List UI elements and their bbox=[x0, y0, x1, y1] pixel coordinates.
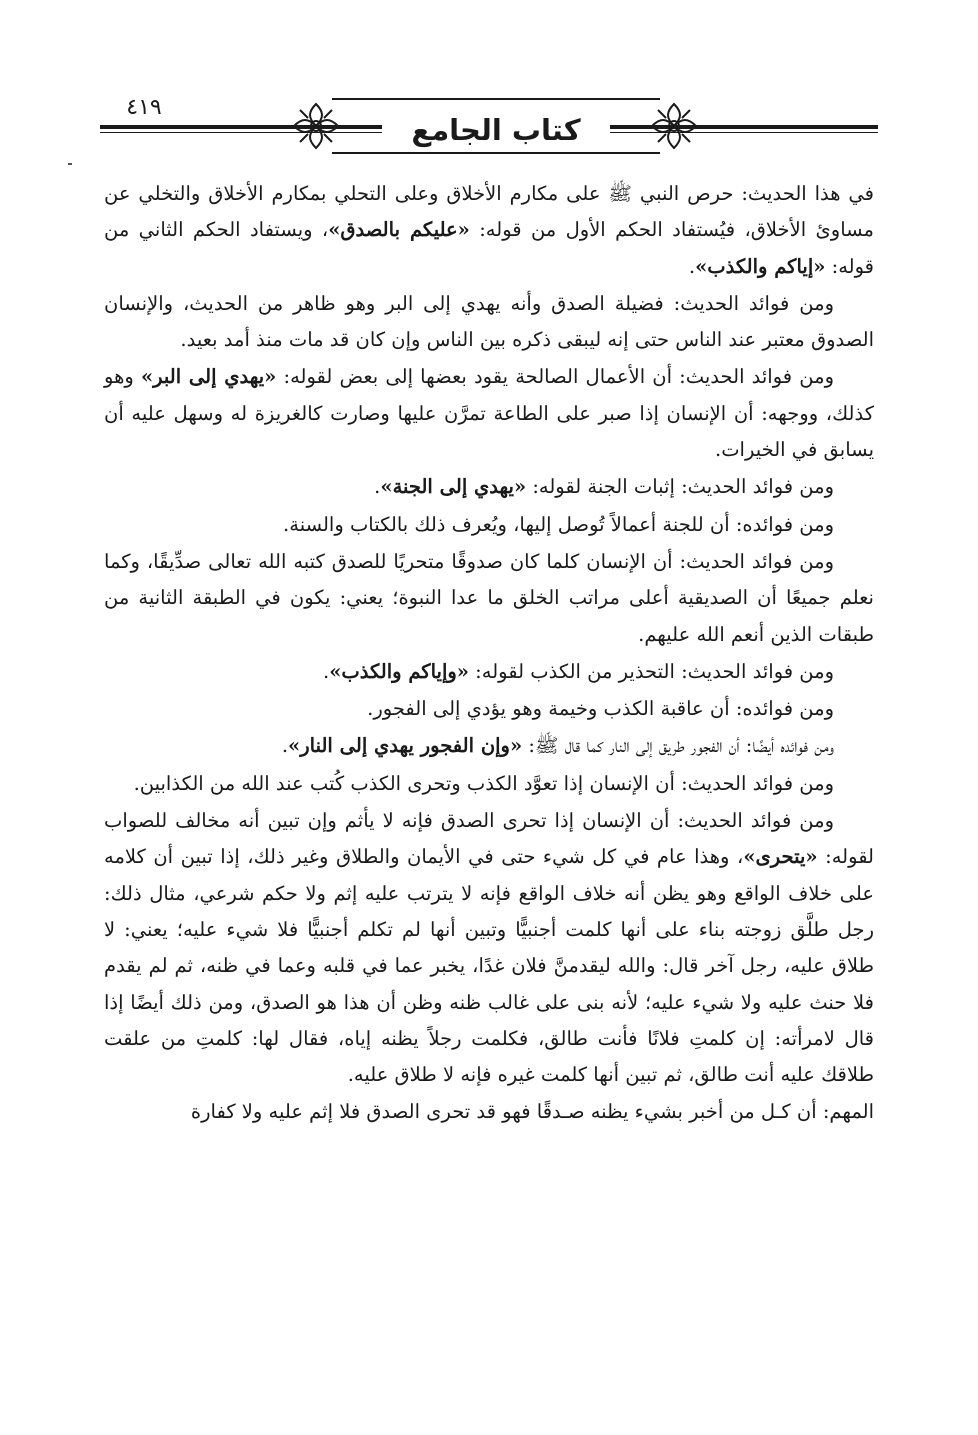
body-text bbox=[104, 176, 874, 1131]
hadith-quote: «يتحرى» bbox=[743, 845, 818, 869]
paragraph bbox=[104, 176, 874, 285]
page-number: ٤١٩ bbox=[126, 95, 162, 120]
text-run: في هذا الحديث: حرص النبي ﷺ على مكارم الأخلاق وعلى التحلي بمكارم الأخلاق والتخلي عن مساوئ الأخلاق، فيُستفاد الحكم الأول من قوله: bbox=[104, 182, 874, 242]
text-run: . bbox=[323, 659, 330, 683]
hadith-quote: «يهدي إلى الجنة» bbox=[380, 475, 527, 499]
paragraph bbox=[104, 544, 874, 653]
text-run: . bbox=[688, 254, 696, 278]
hadith-quote: «وإياكم والكذب» bbox=[329, 659, 469, 683]
title-frame-top bbox=[332, 98, 660, 100]
book-title: كتاب الجامع bbox=[411, 113, 581, 147]
paragraph bbox=[104, 654, 874, 690]
paragraph bbox=[104, 359, 874, 468]
text-run: ومن فوائده: أن عاقبة الكذب وخيمة وهو يؤدي إلى الفجور. bbox=[367, 697, 834, 721]
text-run: ومن فوائد الحديث: أن الإنسان كلما كان صدوقًا متحريًا للصدق كتبه الله تعالى صدِّيقًا، وكما نعلم جميعًا أن الصديقية أعلى مراتب الخلق ما عدا النبوة؛ يعني: يكون في الطبقة الثانية من طبقات الذين أنعم الله عليهم. bbox=[104, 549, 874, 646]
text-run: ، ويستفاد الحكم الثاني من قوله: bbox=[104, 218, 874, 278]
hadith-quote: «يهدي إلى البر» bbox=[140, 365, 277, 389]
margin-mark bbox=[68, 163, 72, 165]
text-run: ومن فوائد الحديث: التحذير من الكذب لقوله: bbox=[468, 659, 834, 683]
paragraph bbox=[104, 1094, 874, 1130]
paragraph bbox=[104, 507, 874, 543]
text-run: ومن فوائد الحديث: أن الإنسان إذا تحرى الصدق فإنه لا يأثم وإن تبين أنه مخالف للصواب لقوله: bbox=[104, 809, 874, 869]
floral-ornament-icon bbox=[290, 100, 342, 152]
text-run: ومن فوائد الحديث: إثبات الجنة لقوله: bbox=[526, 475, 834, 499]
paragraph bbox=[104, 286, 874, 359]
paragraph bbox=[104, 766, 874, 802]
text-run: ومن فوائد الحديث: أن الإنسان إذا تعوَّد الكذب وتحرى الكذب كُتب عند الله من الكذابين. bbox=[133, 771, 834, 795]
floral-ornament-icon bbox=[648, 100, 700, 152]
text-run: ومن فوائد الحديث: أن الأعمال الصالحة يقود بعضها إلى بعض لقوله: bbox=[276, 365, 834, 389]
paragraph bbox=[104, 691, 874, 727]
text-run: ، وهذا عام في كل شيء حتى في الأيمان والطلاق وغير ذلك، إذا تبين أن كلامه على خلاف الواقع وهو يظن أنه خلاف الواقع فإنه لا يترتب عليه إثم ولا حكم شرعي، مثال ذلك: رجل طلَّق زوجته بناء على أنها كلمت أجنبيًّا وتبين أنها لم تكلم أجنبيًّا فلا شيء عليه؛ يعني: لا طلاق عليه، رجل آخر قال: والله ليقدمنَّ فلان غدًا، يخبر عما في قلبه وعما في ظنه، ثم لم يقدم فلا حنث عليه ولا شيء عليه؛ لأنه بنى على غالب ظنه وظن أن هذا هو الصدق، ومن ذلك أيضًا إذا قال لامرأته: إن كلمتِ فلانًا فأنت طالق، فكلمت رجلاً يظنه إياه، فقال لها: كلمتِ من علقت طلاقك عليه أنت طالق، ثم تبين أنها كلمت غيره فإنه لا طلاق عليه. bbox=[104, 845, 874, 1087]
text-run: وهو كذلك، ووجهه: أن الإنسان إذا صبر على الطاعة تمرَّن عليها وصارت كالغريزة له وسهل عليه أن يسابق في الخيرات. bbox=[104, 365, 874, 462]
hadith-quote: «عليكم بالصدق» bbox=[328, 218, 470, 242]
text-run: ومن فوائده أيضًا: أن الفجور طريق إلى النار كما قال ﷺ: bbox=[522, 734, 834, 758]
text-run: ومن فوائده: أن للجنة أعمالاً تُوصل إليها، ويُعرف ذلك بالكتاب والسنة. bbox=[283, 512, 834, 536]
text-run: المهم: أن كـل من أخبر بشيء يظنه صـدقًا فهو قد تحرى الصدق فلا إثم عليه ولا كفارة bbox=[190, 1100, 874, 1124]
text-run: . bbox=[374, 475, 381, 499]
paragraph bbox=[104, 803, 874, 1093]
page-header bbox=[100, 92, 878, 164]
paragraph bbox=[104, 728, 874, 764]
title-frame-bottom bbox=[332, 152, 660, 154]
hadith-quote: «إياكم والكذب» bbox=[695, 254, 826, 278]
paragraph bbox=[104, 469, 874, 505]
hadith-quote: «وإن الفجور يهدي إلى النار» bbox=[288, 734, 523, 758]
text-run: ومن فوائد الحديث: فضيلة الصدق وأنه يهدي إلى البر وهو ظاهر من الحديث، والإنسان الصدوق معتبر عند الناس حتى إنه ليبقى ذكره بين الناس وإن كان قد مات منذ أمد بعيد. bbox=[104, 291, 874, 352]
text-run: . bbox=[281, 734, 289, 758]
